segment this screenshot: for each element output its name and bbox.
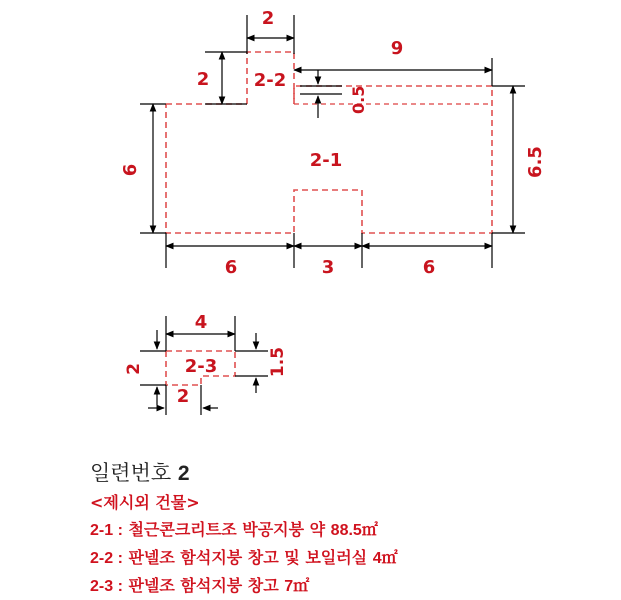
legend-item-unit: ㎡ — [293, 576, 310, 595]
legend-item-code: 2-2 : — [90, 550, 123, 567]
legend-block — [90, 458, 398, 600]
legend-item-text: 철근콘크리트조 박공지붕 약 — [122, 520, 331, 539]
legend-item-value: 88.5 — [330, 522, 362, 539]
room-2-2-label: 2-2 — [253, 70, 287, 91]
dim-2-3-bottom-width-label: 2 — [176, 386, 190, 407]
dim-2-3-left-height-label: 2 — [124, 363, 144, 375]
dim-bottom-left-label: 6 — [224, 257, 238, 278]
legend-title — [90, 458, 398, 489]
legend-item — [90, 516, 398, 544]
legend-item-code: 2-3 : — [90, 578, 123, 595]
legend-subtitle: <제시외 건물> — [90, 493, 200, 512]
dim-2-3-width-label: 4 — [194, 312, 208, 333]
dim-offset-label: 0.5 — [349, 85, 368, 114]
legend-item-value: 7 — [284, 578, 294, 595]
dim-right-width-label: 9 — [390, 38, 404, 59]
legend-item-code: 2-1 : — [90, 522, 123, 539]
legend-title-prefix: 일련번호 — [90, 461, 178, 485]
dim-right-height-label: 6.5 — [525, 146, 546, 178]
legend-item-unit: ㎡ — [361, 520, 378, 539]
room-2-1-label: 2-1 — [309, 150, 343, 171]
dim-annex-height-label: 2 — [196, 69, 210, 90]
dim-top-width-label: 2 — [261, 8, 275, 29]
room-2-3-label: 2-3 — [184, 356, 218, 377]
dim-bottom-right-label: 6 — [422, 257, 436, 278]
legend-item — [90, 572, 398, 600]
legend-item-value: 4 — [372, 550, 382, 567]
legend-item-unit: ㎡ — [381, 548, 398, 567]
dim-left-height-label: 6 — [120, 163, 141, 177]
legend-item-text: 판넬조 함석지붕 창고 및 보일러실 — [122, 548, 373, 567]
upper-dimension-lines — [140, 15, 525, 268]
dim-2-3-right-height-label: 1.5 — [268, 346, 288, 378]
legend-title-number: 2 — [177, 462, 190, 485]
legend-item-text: 판넬조 함석지붕 창고 — [122, 576, 285, 595]
legend-item — [90, 544, 398, 572]
dim-bottom-mid-label: 3 — [321, 257, 335, 278]
